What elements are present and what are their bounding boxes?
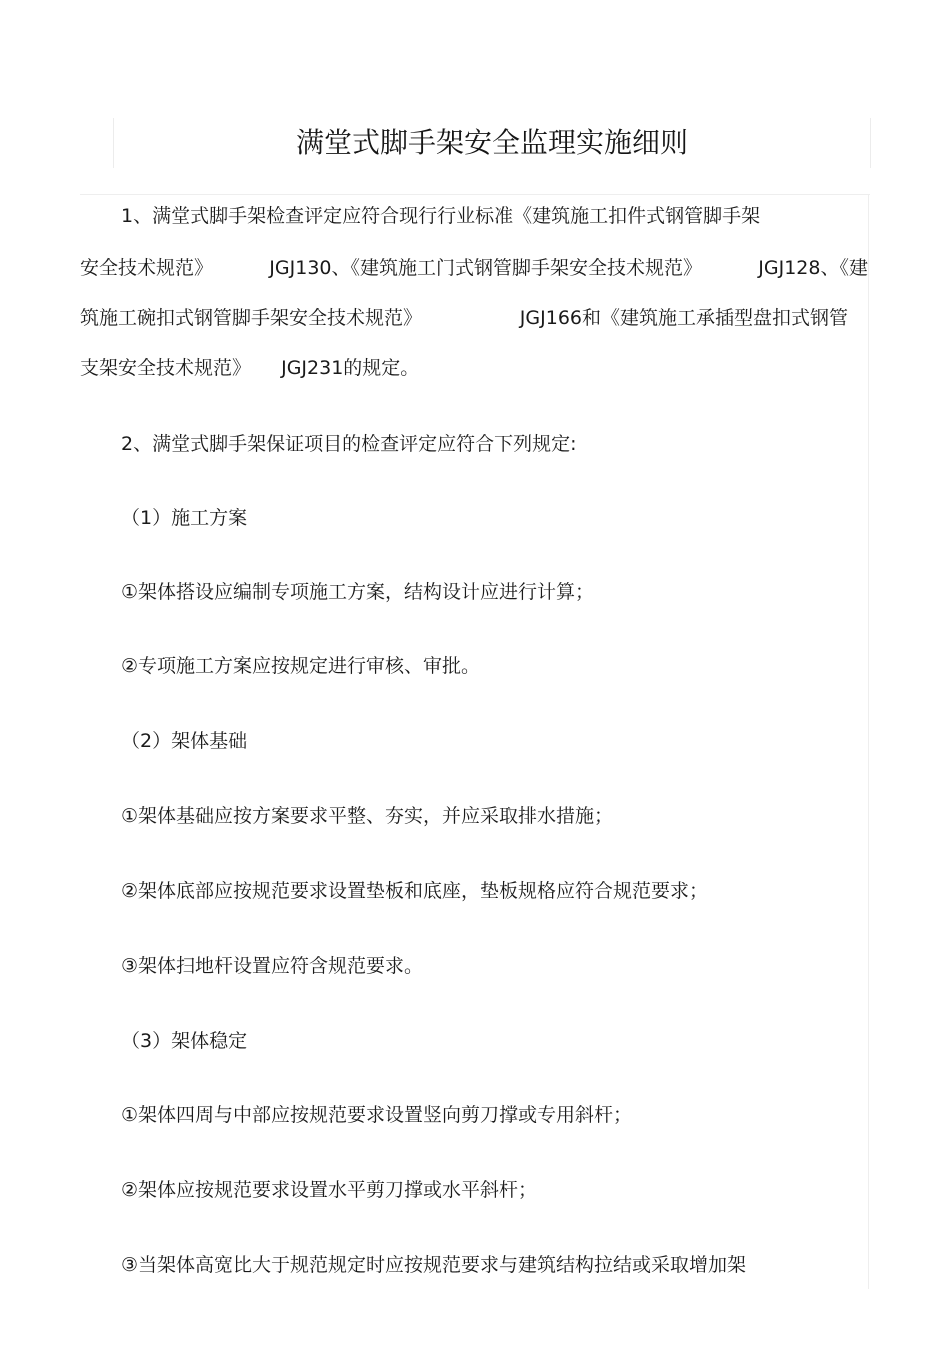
document-title: 满堂式脚手架安全监理实施细则	[295, 126, 688, 159]
title-box	[113, 118, 871, 168]
page-frame-right-rule	[868, 194, 869, 1289]
paragraph-1-line-4	[80, 355, 419, 381]
section-2-item-1: ①架体基础应按方案要求平整、夯实，并应采取排水措施；	[121, 805, 614, 827]
paragraph-1-line-2-part-b: JGJ130、《建筑施工门式钢管脚手架安全技术规范》	[269, 257, 702, 279]
section-3-item-1: ①架体四周与中部应按规范要求设置竖向剪刀撑或专用斜杆；	[121, 1104, 633, 1126]
section-2-heading: （2）架体基础	[121, 730, 248, 752]
paragraph-1-line-4-part-a: 支架安全技术规范》	[80, 357, 252, 379]
section-2-item-3: ③架体扫地杆设置应符含规范要求。	[121, 955, 424, 977]
section-1-item-2: ②专项施工方案应按规定进行审核、审批。	[121, 655, 481, 677]
paragraph-1-line-3-part-b: JGJ166和《建筑施工承插型盘扣式钢管	[519, 307, 848, 329]
section-1-item-1: ①架体搭设应编制专项施工方案，结构设计应进行计算；	[121, 581, 595, 603]
paragraph-1-line-2-part-c: JGJ128、《建	[758, 257, 868, 279]
section-2-item-2: ②架体底部应按规范要求设置垫板和底座，垫板规格应符合规范要求；	[121, 880, 709, 902]
paragraph-1-line-2-part-a: 安全技术规范》	[80, 257, 214, 279]
paragraph-2: 2、满堂式脚手架保证项目的检查评定应符合下列规定:	[121, 433, 577, 455]
section-3-item-3: ③当架体高宽比大于规范规定时应按规范要求与建筑结构拉结或采取增加架	[121, 1254, 747, 1276]
paragraph-1-line-2	[80, 255, 868, 281]
page-frame-top-rule	[80, 194, 870, 195]
section-3-item-2: ②架体应按规范要求设置水平剪刀撑或水平斜杆；	[121, 1179, 538, 1201]
section-3-heading: （3）架体稳定	[121, 1030, 248, 1052]
paragraph-1-line-4-part-b: JGJ231的规定。	[281, 357, 420, 379]
section-1-heading: （1）施工方案	[121, 507, 248, 529]
paragraph-1-line-3	[80, 305, 848, 331]
paragraph-1-line-3-part-a: 筑施工碗扣式钢管脚手架安全技术规范》	[80, 307, 423, 329]
paragraph-1-line-1: 1、满堂式脚手架检查评定应符合现行行业标准《建筑施工扣件式钢管脚手架	[121, 205, 761, 227]
